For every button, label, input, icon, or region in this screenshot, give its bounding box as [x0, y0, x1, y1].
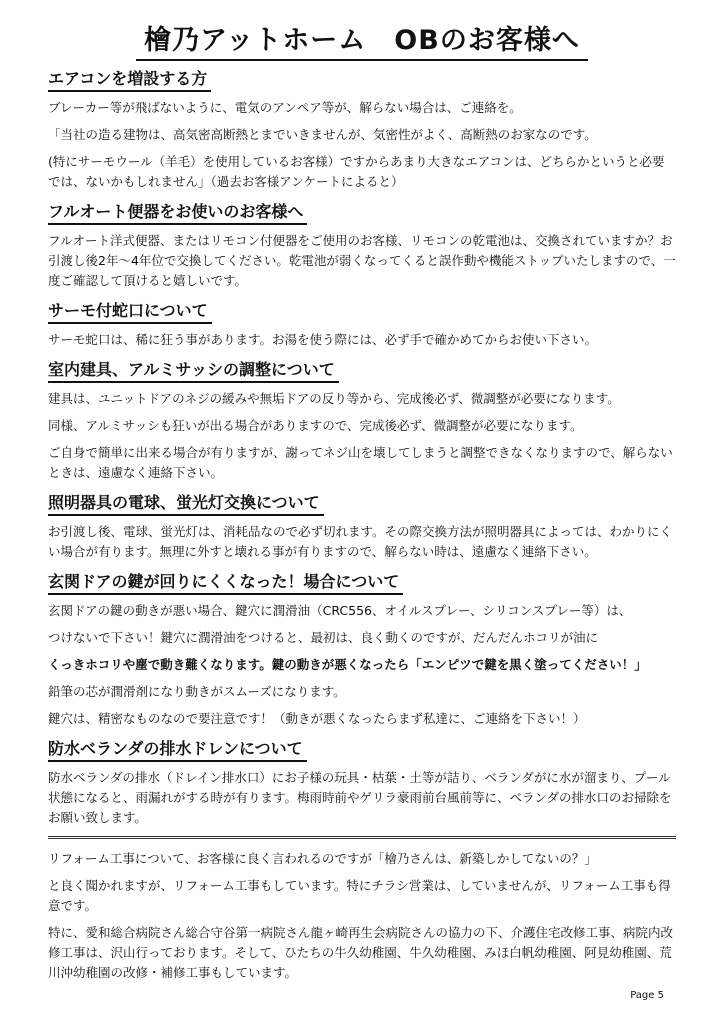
paragraph: 「当社の造る建物は、高気密高断熱とまでいきませんが、気密性がよく、高断熱のお家なのです。	[48, 127, 597, 142]
paragraph: リフォーム工事について、お客様に良く言われるのですが「檜乃さんは、新築しかしてないの？」	[48, 851, 597, 866]
paragraph: ご自身で簡単に出来る場合が有りますが、謝ってネジ山を壊してしまうと調整できなくなりますので、解らないときは、遠慮なく連絡下さい。	[48, 445, 673, 480]
divider	[48, 836, 676, 839]
paragraph: (特にサーモウール（羊毛）を使用しているお客様）ですからあまり大きなエアコンは、どちらかというと必要では、ないかもしれません」（過去お客様アンケートによると）	[48, 154, 665, 189]
section-heading: 防水ベランダの排水ドレンについて	[48, 738, 307, 762]
paragraph: つけないで下さい！鍵穴に潤滑油をつけると、最初は、良く動くのですが、だんだんホコリが油に	[48, 630, 599, 645]
paragraph: フルオート洋式便器、またはリモコン付便器をご使用のお客様、リモコンの乾電池は、交換されていますか？お引渡し後2年〜4年位で交換してください。乾電池が弱くなってくると誤作動や機能ストップいたしますので、一度ご確認して頂けると嬉しいです。	[48, 233, 676, 288]
paragraph: ブレーカー等が飛ばないように、電気のアンペア等が、解らない場合は、ご連絡を。	[48, 100, 522, 115]
paragraph: お引渡し後、電球、蛍光灯は、消耗品なので必ず切れます。その際交換方法が照明器具によっては、わかりにくい場合が有ります。無理に外すと壊れる事が有りますので、解らない時は、遠慮なく連絡下さい。	[48, 524, 673, 559]
section-lighting	[48, 490, 676, 562]
section-toilet	[48, 199, 676, 291]
section-heading: サーモ付蛇口について	[48, 300, 212, 324]
paragraph: と良く聞かれますが、リフォーム工事もしています。特にチラシ営業は、していませんが、リフォーム工事も得意です。	[48, 878, 671, 913]
section-door-lock	[48, 569, 676, 729]
page-title: 檜乃アットホーム OBのお客様へ	[136, 24, 588, 61]
paragraph: 鉛筆の芯が潤滑剤になり動きがスムーズになります。	[48, 684, 346, 699]
paragraph: 同様、アルミサッシも狂いが出る場合がありますので、完成後必ず、微調整が必要になります。	[48, 418, 583, 433]
paragraph-emphasis: くっきホコリや塵で動き難くなります。鍵の動きが悪くなったら「エンピツで鍵を黒く塗ってください！」	[48, 657, 647, 672]
section-heading: 玄関ドアの鍵が回りにくくなった！場合について	[48, 571, 403, 595]
section-heading: エアコンを増設する方	[48, 68, 211, 92]
section-heading: フルオート便器をお使いのお客様へ	[48, 201, 307, 225]
section-veranda-drain	[48, 736, 676, 828]
page-label: Page	[630, 990, 655, 1001]
section-reform	[48, 849, 676, 983]
paragraph: 特に、愛和総合病院さん総合守谷第一病院さん龍ヶ崎再生会病院さんの協力の下、介護住宅改修工事、病院内改修工事は、沢山行っております。そして、ひたちの牛久幼稚園、牛久幼稚園、みほ白帆幼稚園、阿見幼稚園、荒川沖幼稚園の改修・補修工事もしています。	[48, 925, 674, 980]
section-heading: 照明器具の電球、蛍光灯交換について	[48, 492, 324, 516]
paragraph: 鍵穴は、精密なものなので要注意です！（動きが悪くなったらまず私達に、ご連絡を下さい！）	[48, 711, 586, 726]
content	[48, 66, 676, 990]
paragraph: サーモ蛇口は、稀に狂う事があります。お湯を使う際には、必ず手で確かめてからお使い下さい。	[48, 332, 598, 347]
paragraph: 玄関ドアの鍵の動きが悪い場合、鍵穴に潤滑油（CRC556、オイルスプレー、シリコンスプレー等）は、	[48, 603, 632, 618]
section-aircon	[48, 66, 676, 192]
page-number	[630, 990, 664, 1001]
section-heading: 室内建具、アルミサッシの調整について	[48, 359, 339, 383]
page-number-value: 5	[657, 990, 664, 1001]
section-faucet	[48, 298, 676, 350]
page-title-wrap	[0, 24, 724, 61]
section-doors	[48, 357, 676, 483]
paragraph: 防水ベランダの排水（ドレイン排水口）にお子様の玩具・枯葉・土等が詰り、ベランダがに水が溜まり、プール状態になると、雨漏れがする時が有ります。梅雨時前やゲリラ豪雨前台風前等に、ベランダの排水口のお掃除をお願い致します。	[48, 770, 672, 825]
paragraph: 建具は、ユニットドアのネジの緩みや無垢ドアの反り等から、完成後必ず、微調整が必要になります。	[48, 391, 620, 406]
